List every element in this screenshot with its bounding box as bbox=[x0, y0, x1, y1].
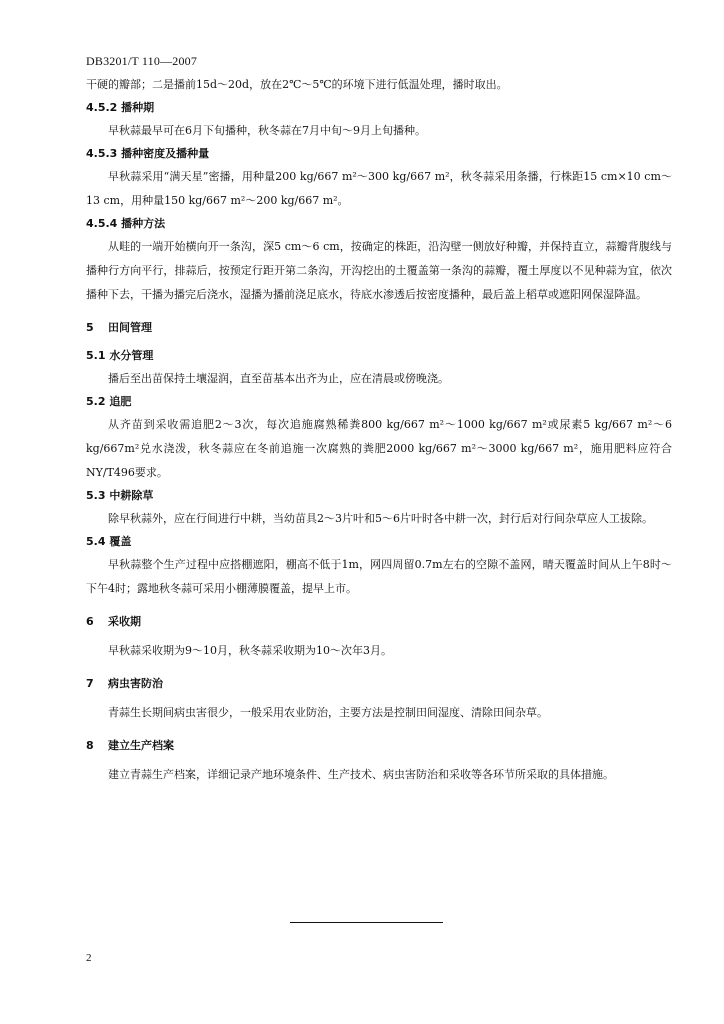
paragraph-4-5-3: 早秋蒜采用“满天星”密播，用种量200 kg/667 m²～300 kg/667 m²，秋冬蒜采用条播，行株距15 cm×10 cm～13 cm，用种量150 kg/667 m²～200 kg/667 m²。 bbox=[86, 170, 672, 207]
heading-6 bbox=[86, 611, 672, 633]
heading-4-5-4: 4.5.4 播种方法 bbox=[86, 217, 166, 230]
document-body bbox=[86, 73, 672, 787]
paragraph-6: 早秋蒜采收期为9～10月，秋冬蒜采收期为10～次年3月。 bbox=[108, 644, 392, 657]
paragraph-4-5-4: 从畦的一端开始横向开一条沟，深5 cm～6 cm，按确定的株距，沿沟壁一侧放好种瓣，并保持直立，蒜瓣背腹线与播种行方向平行，排蒜后，按预定行距开第二条沟，开沟挖出的土覆盖第一条沟的蒜瓣，覆土厚度以不见种蒜为宜，依次播种下去，干播为播完后浇水，湿播为播前浇足底水，待底水渗透后按密度播种，最后盖上稻草或遮阳网保湿降温。 bbox=[86, 240, 672, 301]
heading-6-title: 采收期 bbox=[108, 615, 141, 628]
heading-5 bbox=[86, 317, 672, 339]
heading-5-2: 5.2 追肥 bbox=[86, 395, 132, 408]
heading-7-number: 7 bbox=[86, 677, 94, 690]
heading-4-5-3: 4.5.3 播种密度及播种量 bbox=[86, 147, 210, 160]
document-number: DB3201/T 110—2007 bbox=[86, 54, 198, 68]
heading-5-number: 5 bbox=[86, 321, 94, 334]
heading-8-title: 建立生产档案 bbox=[108, 739, 174, 752]
paragraph-4-5-1-continued: 干硬的瓣部；二是播前15d～20d，放在2℃～5℃的环境下进行低温处理，播时取出。 bbox=[86, 78, 508, 91]
paragraph-4-5-2: 早秋蒜最早可在6月下旬播种，秋冬蒜在7月中旬～9月上旬播种。 bbox=[108, 124, 426, 137]
end-rule bbox=[290, 922, 443, 923]
heading-5-1: 5.1 水分管理 bbox=[86, 349, 154, 362]
heading-8-number: 8 bbox=[86, 739, 94, 752]
heading-6-number: 6 bbox=[86, 615, 94, 628]
paragraph-7: 青蒜生长期间病虫害很少，一般采用农业防治，主要方法是控制田间湿度、清除田间杂草。 bbox=[108, 706, 548, 719]
paragraph-5-4: 早秋蒜整个生产过程中应搭棚遮阳，棚高不低于1m，网四周留0.7m左右的空隙不盖网，晴天覆盖时间从上午8时～下午4时；露地秋冬蒜可采用小棚薄膜覆盖，提早上市。 bbox=[86, 558, 672, 595]
heading-7-title: 病虫害防治 bbox=[108, 677, 163, 690]
paragraph-5-1: 播后至出苗保持土壤湿润，直至苗基本出齐为止，应在清晨或傍晚浇。 bbox=[108, 372, 449, 385]
heading-5-4: 5.4 覆盖 bbox=[86, 535, 132, 548]
heading-5-3: 5.3 中耕除草 bbox=[86, 489, 154, 502]
page-number: 2 bbox=[86, 952, 92, 964]
paragraph-8: 建立青蒜生产档案，详细记录产地环境条件、生产技术、病虫害防治和采收等各环节所采取的具体措施。 bbox=[108, 768, 614, 781]
paragraph-5-2: 从齐苗到采收需追肥2～3次，每次追施腐熟稀粪800 kg/667 m²～1000 kg/667 m²或尿素5 kg/667 m²～6 kg/667m²兑水浇泼，秋冬蒜应在冬前追施一次腐熟的粪肥2000 kg/667 m²～3000 kg/667 m²，施用肥料应符合NY/T496要求。 bbox=[86, 418, 672, 479]
paragraph-5-3: 除早秋蒜外，应在行间进行中耕，当幼苗具2～3片叶和5～6片叶时各中耕一次，封行后对行间杂草应人工拔除。 bbox=[108, 512, 653, 525]
heading-4-5-2: 4.5.2 播种期 bbox=[86, 101, 155, 114]
heading-7 bbox=[86, 673, 672, 695]
heading-5-title: 田间管理 bbox=[108, 321, 152, 334]
heading-8 bbox=[86, 735, 672, 757]
